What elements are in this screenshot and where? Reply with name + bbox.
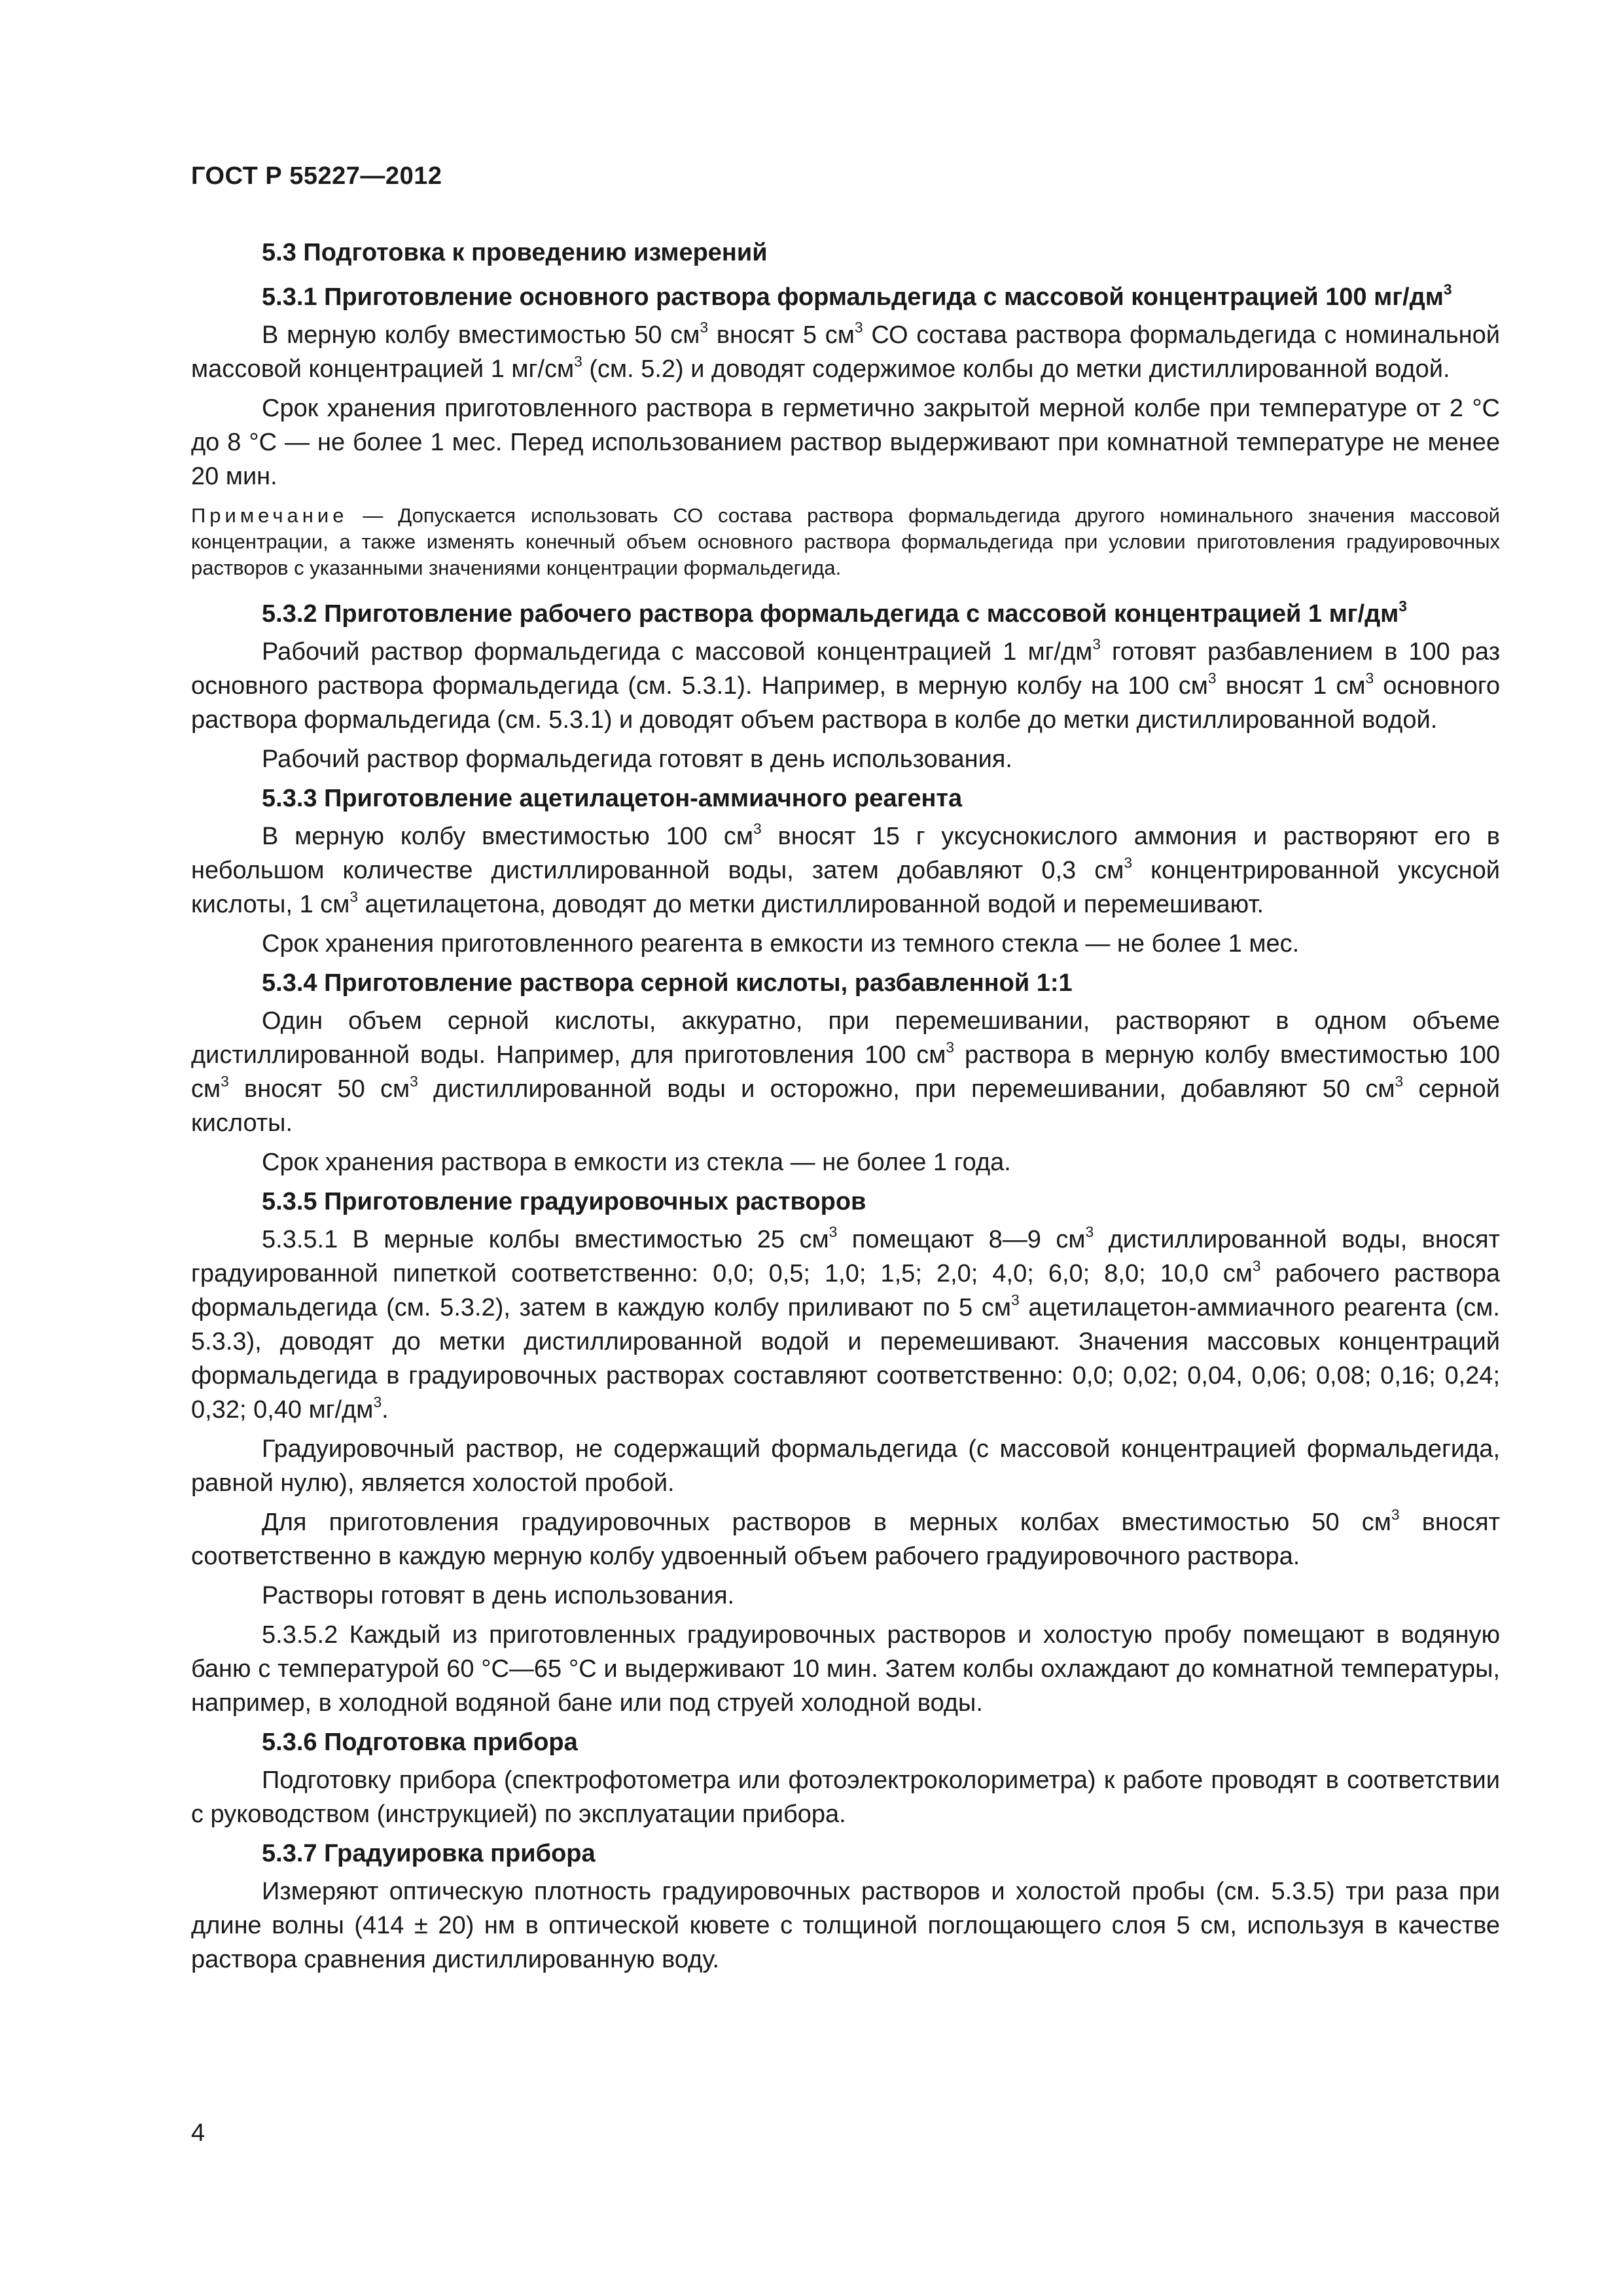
- note-label: Примечание: [191, 504, 348, 527]
- paragraph-5-3-5-50ml: Для приготовления градуировочных растворов в мерных колбах вместимостью 50 $см^3$ вносят соответственно в каждую мерную колбу удвоенный объем рабочего градуировочного раствора.: [191, 1506, 1500, 1570]
- paragraph-5-3-2-text: Рабочий раствор формальдегида с массовой концентрацией 1 $мг/дм^3$ готовят разбавлением в 100 раз основного раствора формальдегида (см. 5.3.1). Например, в мерную колбу на 100 $см^3$ вносят 1 $см^3$ основного раствора формальдегида (см. 5.3.1) и доводят объем раствора в колбе до метки дистиллированной водой.: [191, 636, 1500, 734]
- note-5-3-1: Примечание — Допускается использовать СО состава раствора формальдегида другого номинального значения массовой концентрации, а также изменять конечный объем основного раствора формальдегида при условии приготовления градуировочных растворов с указанными значениями концентрации формальдегида.: [191, 504, 1500, 579]
- section-heading-5-3-5: 5.3.5 Приготовление градуировочных растворов: [262, 1188, 866, 1215]
- document-code-header: ГОСТ Р 55227—2012: [191, 162, 442, 190]
- paragraph-5-3-5-usage: Растворы готовят в день использования.: [262, 1582, 735, 1609]
- paragraph-5-3-3-text: В мерную колбу вместимостью 100 $см^3$ вносят 15 г уксуснокислого аммония и растворяют его в небольшом количестве дистиллированной воды, затем добавляют 0,3 $см^3$ концентрированной уксусной кислоты, 1 $см^3$ ацетилацетона, доводят до метки дистиллированной водой и перемешивают.: [191, 820, 1500, 918]
- paragraph-5-3-5-2: 5.3.5.2 Каждый из приготовленных градуировочных растворов и холостую пробу помещают в водяную баню с температурой 60 °С—65 °С и выдерживают 10 мин. Затем колбы охлаждают до комнатной температуры, например, в холодной водяной бане или под струей холодной воды.: [191, 1621, 1500, 1717]
- paragraph-5-3-7-text: Измеряют оптическую плотность градуировочных растворов и холостой пробы (см. 5.3.5) три раза при длине волны (414 ± 20) нм в оптической кювете с толщиной поглощающего слоя 5 см, используя в качестве раствора сравнения дистиллированную воду.: [191, 1878, 1500, 1973]
- section-heading-5-3-1: 5.3.1 Приготовление основного раствора формальдегида с массовой концентрацией 100 $мг/дм^3$: [262, 281, 1452, 311]
- section-heading-5-3-2: 5.3.2 Приготовление рабочего раствора формальдегида с массовой концентрацией 1 $мг/дм^3$: [262, 598, 1407, 628]
- section-heading-5-3: 5.3 Подготовка к проведению измерений: [262, 239, 768, 266]
- paragraph-5-3-1-storage: Срок хранения приготовленного раствора в герметично закрытой мерной колбе при температуре от 2 °С до 8 °С — не более 1 мес. Перед использованием раствор выдерживают при комнатной температуре не менее 20 мин.: [191, 395, 1500, 490]
- section-heading-5-3-4: 5.3.4 Приготовление раствора серной кислоты, разбавленной 1:1: [262, 969, 1073, 997]
- paragraph-5-3-1-text: В мерную колбу вместимостью 50 $см^3$ вносят 5 $см^3$ СО состава раствора формальдегида с номинальной массовой концентрацией 1 $мг/см^3$ (см. 5.2) и доводят содержимое колбы до метки дистиллированной водой.: [191, 319, 1501, 383]
- paragraph-5-3-2-usage: Рабочий раствор формальдегида готовят в день использования.: [262, 745, 1012, 773]
- paragraph-5-3-3-storage: Срок хранения приготовленного реагента в емкости из темного стекла — не более 1 мес.: [262, 930, 1300, 958]
- section-heading-5-3-3: 5.3.3 Приготовление ацетилацетон-аммиачного реагента: [262, 785, 963, 812]
- section-heading-5-3-7: 5.3.7 Градуировка прибора: [262, 1840, 596, 1867]
- section-heading-5-3-6: 5.3.6 Подготовка прибора: [262, 1729, 578, 1756]
- page-number: 4: [191, 2119, 205, 2147]
- paragraph-5-3-6-text: Подготовку прибора (спектрофотометра или фотоэлектроколориметра) к работе проводят в соответствии с руководством (инструкцией) по эксплуатации прибора.: [191, 1767, 1500, 1828]
- paragraph-5-3-4-text: Один объем серной кислоты, аккуратно, при перемешивании, растворяют в одном объеме дистиллированной воды. Например, для приготовления 100 $см^3$ раствора в мерную колбу вместимостью 100 $см^3$ вносят 50 $см^3$ дистиллированной воды и осторожно, при перемешивании, добавляют 50 $см^3$ серной кислоты.: [191, 1007, 1501, 1137]
- document-body: [191, 236, 1500, 1982]
- paragraph-5-3-5-blank: Градуировочный раствор, не содержащий формальдегида (с массовой концентрацией формальдегида, равной нулю), является холостой пробой.: [191, 1435, 1500, 1497]
- paragraph-5-3-5-1: 5.3.5.1 В мерные колбы вместимостью 25 $см^3$ помещают 8—9 $см^3$ дистиллированной воды, вносят градуированной пипеткой соответственно: 0,0; 0,5; 1,0; 1,5; 2,0; 4,0; 6,0; 8,0; 10,0 $см^3$ рабочего раствора формальдегида (см. 5.3.2), затем в каждую колбу приливают по 5 $см^3$ ацетилацетон-аммиачного реагента (см. 5.3.3), доводят до метки дистиллированной водой и перемешивают. Значения массовых концентраций формальдегида в градуировочных растворах составляют соответственно: 0,0; 0,02; 0,04, 0,06; 0,08; 0,16; 0,24; 0,32; 0,40 $мг/дм^3$.: [191, 1223, 1501, 1424]
- paragraph-5-3-4-storage: Срок хранения раствора в емкости из стекла — не более 1 года.: [262, 1149, 1011, 1176]
